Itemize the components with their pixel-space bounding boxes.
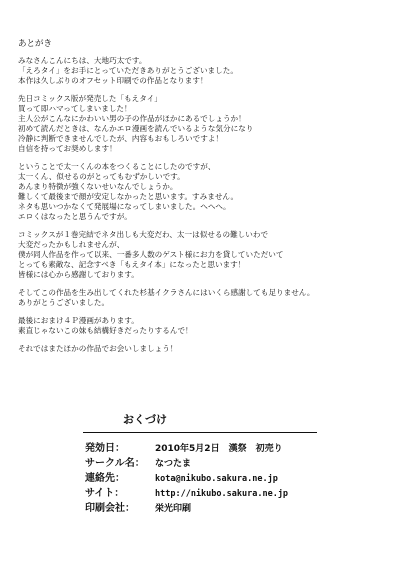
afterword-paragraph — [18, 56, 384, 86]
afterword-paragraph — [18, 344, 384, 354]
colophon-table — [85, 439, 288, 514]
afterword-line: 自信を持ってお奨めします！ — [18, 144, 117, 153]
afterword-line: みなさんこんにちは、大地巧太です。 — [18, 56, 147, 65]
afterword-line: ということで太一くんの本をつくることにしたのですが、 — [18, 162, 216, 171]
colophon-value: http://nikubo.sakura.ne.jp — [155, 489, 289, 499]
colophon-row — [85, 439, 288, 454]
afterword-line: 大変だったかもしれませんが、 — [18, 240, 125, 249]
colophon-value: 2010年5月2日 漢祭 初売り — [155, 444, 283, 454]
afterword-line: 僕が同人作品を作って以来、一番多人数のゲスト様にお力を貸していただいて — [18, 250, 284, 259]
afterword-line: それではまたほかの作品でお会いしましょう！ — [18, 344, 178, 353]
afterword-paragraph — [18, 230, 384, 280]
colophon-label: サークル名： — [85, 458, 145, 469]
colophon-title: おくづけ — [123, 413, 167, 426]
afterword-paragraph — [18, 288, 384, 308]
afterword-line: ありがとうございました。 — [18, 298, 110, 307]
colophon-value: なつたま — [155, 459, 192, 469]
colophon-row — [85, 469, 288, 484]
afterword-line: あんまり特徴が強くないせいなんでしょうか。 — [18, 182, 178, 191]
afterword-line: とっても素敵な、記念すべき「もえタイ本」になったと思います！ — [18, 260, 246, 269]
afterword-paragraph — [18, 94, 384, 154]
afterword-heading: あとがき — [18, 39, 53, 49]
afterword-body — [18, 56, 384, 354]
colophon-label: 連絡先： — [85, 473, 125, 484]
afterword-line: 素直じゃないこの妹も結構好きだったりするんで！ — [18, 326, 193, 335]
afterword-line: 「えろタイ」をお手にとっていただきありがとうございました。 — [18, 66, 238, 75]
afterword-section — [18, 39, 384, 362]
afterword-line: そしてこの作品を生み出してくれた杉基イクラさんにはいくら感謝しても足りません。 — [18, 288, 315, 297]
colophon-label: 発効日： — [85, 443, 125, 454]
colophon-label: 印刷会社： — [85, 503, 135, 514]
colophon-label: サイト： — [85, 488, 125, 499]
afterword-line: 皆様には心から感謝しております。 — [18, 270, 139, 279]
colophon-row — [85, 499, 288, 514]
afterword-line: 買って即ハマってしまいました！ — [18, 104, 132, 113]
colophon-value: kota@nikubo.sakura.ne.jp — [155, 474, 278, 484]
afterword-line: コミックスが１巻完結でネタ出しも大変だわ、太一は似せるの難しいわで — [18, 230, 269, 239]
afterword-paragraph — [18, 162, 384, 222]
colophon-row — [85, 484, 288, 499]
colophon-divider — [83, 432, 317, 433]
afterword-line: 主人公がこんなにかわいい男の子の作品がほかにあるでしょうか！ — [18, 114, 246, 123]
afterword-paragraph — [18, 316, 384, 336]
colophon-row — [85, 454, 288, 469]
afterword-line: エロくはなったと思うんですが。 — [18, 212, 132, 221]
afterword-line: 太一くん、似せるのがとってもむずかしいです。 — [18, 172, 185, 181]
afterword-line: 難しくて最後まで顔が安定しなかったと思います。すみません。 — [18, 192, 239, 201]
afterword-line: 先日コミックス版が発売した「もえタイ」 — [18, 94, 162, 103]
afterword-line: ネタも思いつかなくて発展場になってしまいました。へへへ。 — [18, 202, 231, 211]
afterword-line: 初めて読んだときは、なんかエロ漫画を読んでいるような気分になり — [18, 124, 254, 133]
colophon-value: 栄光印刷 — [155, 504, 192, 514]
afterword-line: 最後におまけ４Ｐ漫画があります。 — [18, 316, 139, 325]
afterword-line: 本作は久しぶりのオフセット印刷での作品となります！ — [18, 76, 208, 85]
afterword-line: 冷静に判断できませんでしたが、内容もおもしろいですよ！ — [18, 134, 224, 143]
